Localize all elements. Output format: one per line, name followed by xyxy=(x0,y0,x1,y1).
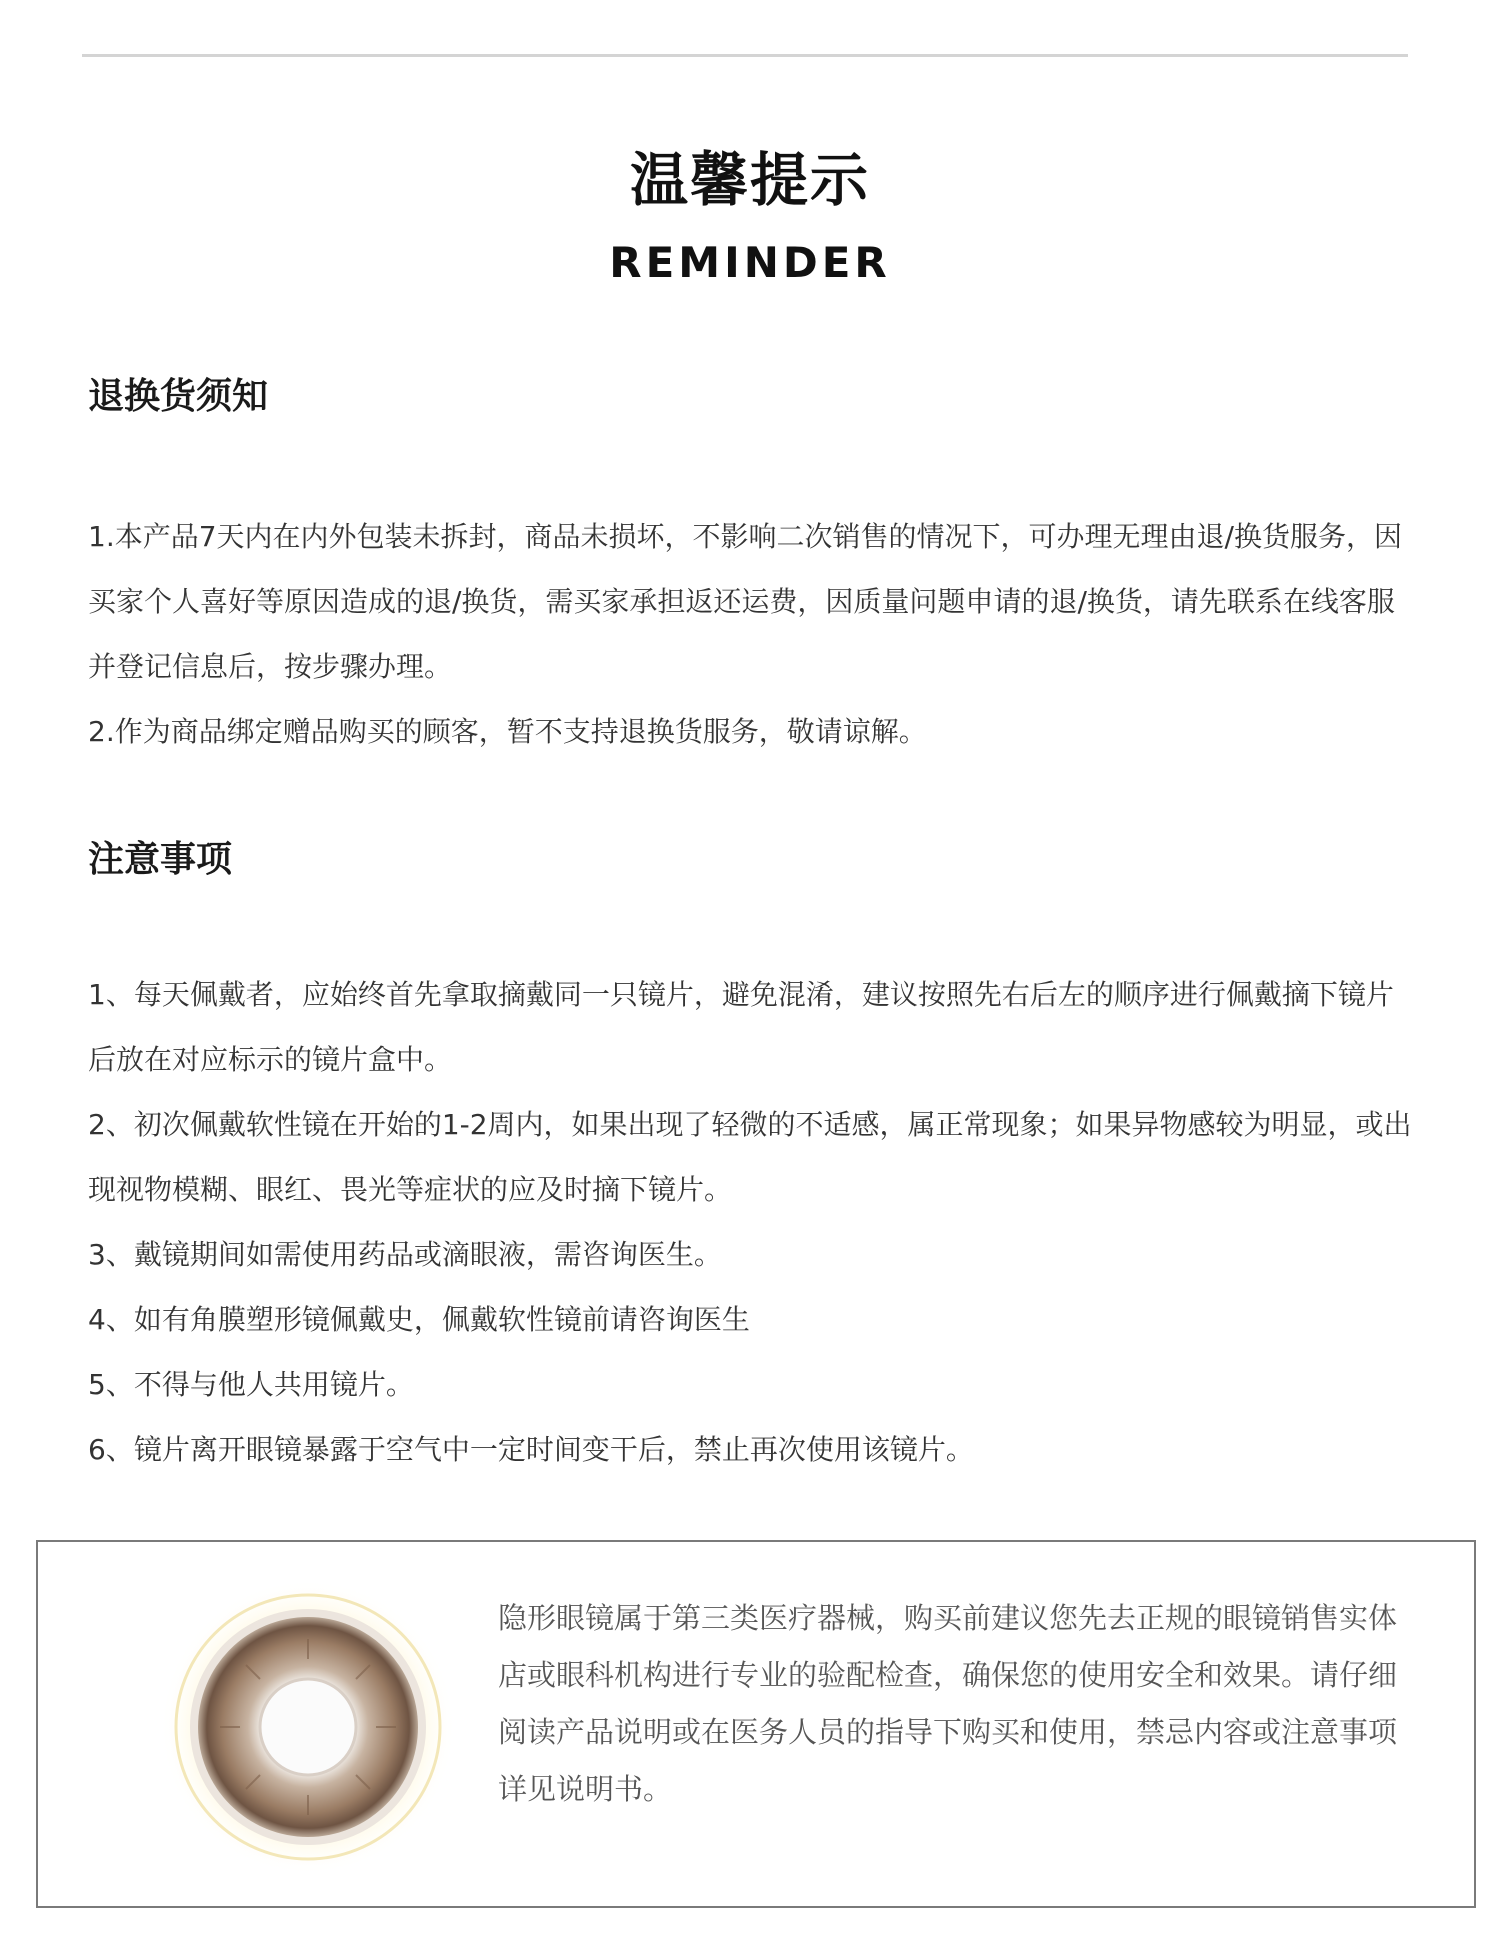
returns-title: 退换货须知 xyxy=(88,376,269,417)
precaution-item: 6、镜片离开眼镜暴露于空气中一定时间变干后，禁止再次使用该镜片。 xyxy=(88,1433,974,1466)
precautions-section xyxy=(88,835,1418,1482)
precaution-item: 4、如有角膜塑形镜佩戴史，佩戴软性镜前请咨询医生 xyxy=(88,1303,750,1336)
returns-section xyxy=(88,372,1418,764)
precautions-title: 注意事项 xyxy=(88,839,233,880)
medical-notice-box xyxy=(36,1540,1476,1908)
precaution-item: 3、戴镜期间如需使用药品或滴眼液，需咨询医生。 xyxy=(88,1238,722,1271)
contact-lens-icon xyxy=(158,1577,458,1877)
precaution-item: 1、每天佩戴者，应始终首先拿取摘戴同一只镜片，避免混淆，建议按照先右后左的顺序进行佩戴摘下镜片后放在对应标示的镜片盒中。 xyxy=(88,978,1394,1076)
page-header xyxy=(0,140,1500,288)
returns-paragraph: 1.本产品7天内在内外包装未拆封，商品未损坏，不影响二次销售的情况下，可办理无理由退/换货服务，因买家个人喜好等原因造成的退/换货，需买家承担返还运费，因质量问题申请的退/换货，请先联系在线客服并登记信息后，按步骤办理。 xyxy=(88,520,1402,683)
contact-lens-image xyxy=(158,1577,458,1877)
precaution-item: 2、初次佩戴软性镜在开始的1-2周内，如果出现了轻微的不适感，属正常现象；如果异物感较为明显，或出现视物模糊、眼红、畏光等症状的应及时摘下镜片。 xyxy=(88,1108,1412,1206)
page-title: 温馨提示 xyxy=(629,146,870,214)
page-subtitle: REMINDER xyxy=(609,238,891,287)
returns-paragraph: 2.作为商品绑定赠品购买的顾客，暂不支持退换货服务，敬请谅解。 xyxy=(88,715,927,748)
precaution-item: 5、不得与他人共用镜片。 xyxy=(88,1368,414,1401)
notice-text: 隐形眼镜属于第三类医疗器械，购买前建议您先去正规的眼镜销售实体店或眼科机构进行专业的验配检查，确保您的使用安全和效果。请仔细阅读产品说明或在医务人员的指导下购买和使用，禁忌内容或注意事项详见说明书。 xyxy=(498,1601,1398,1806)
top-divider xyxy=(82,54,1408,57)
